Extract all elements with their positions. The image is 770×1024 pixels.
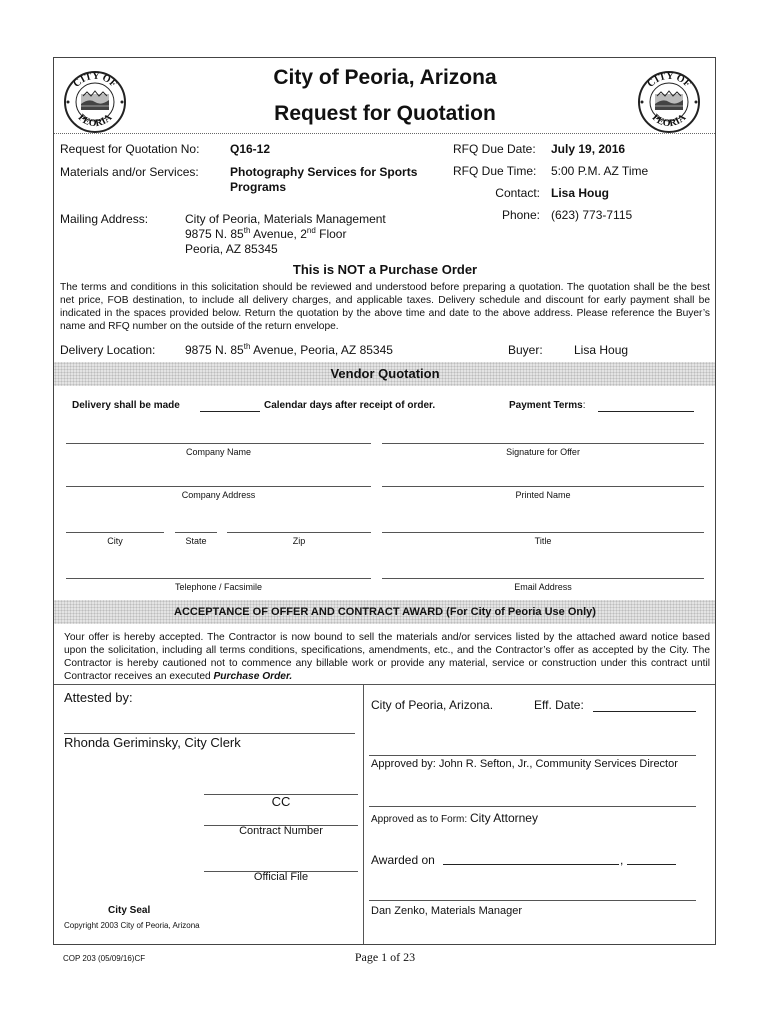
terms-paragraph: The terms and conditions in this solicitation should be reviewed and understood before preparing a quotation. The quotation shall be the best net price, FOB destination, to include all delivery charges, and applicable taxes. Delivery schedule and discount for early payment shall be indicated in the spaces provided below. Return the quotation by the above time and date to the above address. Please reference the Buyer’s name and RFQ number on the outside of the return envelope. xyxy=(60,282,710,332)
printed-name-field[interactable] xyxy=(382,486,704,487)
materials-value-line1: Photography Services for Sports xyxy=(230,165,418,179)
manager-signature-line[interactable] xyxy=(369,900,696,901)
vendor-section-title: Vendor Quotation xyxy=(330,366,440,381)
official-file-label: Official File xyxy=(253,871,309,883)
state-field[interactable] xyxy=(175,532,217,533)
delivery-days-field[interactable] xyxy=(200,411,260,412)
company-address-label: Company Address xyxy=(181,490,256,500)
page-title: City of Peoria, Arizona xyxy=(273,66,497,89)
materials-manager-name: Dan Zenko, Materials Manager xyxy=(371,905,523,917)
printed-name-label: Printed Name xyxy=(515,490,571,500)
zip-label: Zip xyxy=(292,536,306,546)
telephone-label: Telephone / Facsimile xyxy=(174,582,263,592)
mailing-line3: Peoria, AZ 85345 xyxy=(185,242,278,256)
delivery-made-suffix: Calendar days after receipt of order. xyxy=(264,400,436,411)
contact-label: Contact: xyxy=(495,186,540,200)
eff-date-label: Eff. Date: xyxy=(534,698,584,712)
attested-signature-line[interactable] xyxy=(64,733,355,734)
title-field[interactable] xyxy=(382,532,704,533)
awarded-on-label: Awarded on xyxy=(371,853,435,867)
contract-number-label: Contract Number xyxy=(239,825,323,837)
not-purchase-order-heading: This is NOT a Purchase Order xyxy=(292,262,478,277)
approved-form-line[interactable] xyxy=(369,806,696,807)
signature-area-top-rule xyxy=(54,684,715,685)
zip-field[interactable] xyxy=(227,532,371,533)
payment-terms-label: Payment Terms: xyxy=(509,400,586,411)
svg-text:PEORIA: PEORIA xyxy=(649,112,689,130)
city-seal-label: City Seal xyxy=(108,905,151,916)
telephone-field[interactable] xyxy=(66,578,371,579)
phone-label: Phone: xyxy=(501,208,540,222)
company-name-label: Company Name xyxy=(185,447,252,457)
signature-field[interactable] xyxy=(382,443,704,444)
svg-text:CITY OF: CITY OF xyxy=(71,70,119,90)
due-time-value: 5:00 P.M. AZ Time xyxy=(551,164,649,178)
awarded-year-field[interactable] xyxy=(627,864,676,865)
mailing-label: Mailing Address: xyxy=(60,212,149,226)
awarded-on-field[interactable] xyxy=(443,864,619,865)
svg-text:CITY OF: CITY OF xyxy=(645,70,693,90)
title-label: Title xyxy=(534,536,552,546)
form-code: COP 203 (05/09/16)CF xyxy=(63,954,146,963)
acceptance-section-title: ACCEPTANCE OF OFFER AND CONTRACT AWARD (For City of Peoria Use Only) xyxy=(174,606,596,618)
awarded-on-comma: , xyxy=(620,853,624,867)
email-label: Email Address xyxy=(514,582,572,592)
due-time-label: RFQ Due Time: xyxy=(453,164,537,178)
approved-by-text: Approved by: John R. Sefton, Jr., Community Services Director xyxy=(371,758,678,770)
email-field[interactable] xyxy=(382,578,704,579)
signature-label: Signature for Offer xyxy=(506,447,580,457)
delivery-made-label: Delivery shall be made xyxy=(72,400,180,411)
due-date-value: July 19, 2016 xyxy=(551,142,626,156)
contact-value: Lisa Houg xyxy=(551,186,610,200)
due-date-label: RFQ Due Date: xyxy=(453,142,536,156)
payment-terms-field[interactable] xyxy=(598,411,694,412)
city-field[interactable] xyxy=(66,532,164,533)
acceptance-paragraph: Your offer is hereby accepted. The Contractor is now bound to sell the materials and/or services listed by the attached award notice based upon the solicitation, including all terms conditions, specifications, amendments, etc., and the Contractor’s offer as accepted by the City. The Contractor is hereby cautioned not to commence any billable work or provide any material, service or construction under this contract until Contractor receives an executed Purchase Order. xyxy=(64,632,710,682)
signature-area-divider xyxy=(363,684,364,944)
delivery-location-label: Delivery Location: xyxy=(60,343,156,357)
approved-by-line[interactable] xyxy=(369,755,696,756)
buyer-value: Lisa Houg xyxy=(574,343,629,357)
city-name: City of Peoria, Arizona. xyxy=(371,698,494,712)
delivery-location-value: 9875 N. 85th Avenue, Peoria, AZ 85345 xyxy=(185,342,393,357)
rfq-number-label: Request for Quotation No: xyxy=(60,142,200,156)
mailing-line2: 9875 N. 85th Avenue, 2nd Floor xyxy=(185,226,347,241)
materials-value-line2: Programs xyxy=(230,180,287,194)
company-address-field[interactable] xyxy=(66,486,371,487)
rfq-number-value: Q16-12 xyxy=(230,142,271,156)
city-clerk-name: Rhonda Geriminsky, City Clerk xyxy=(64,735,241,750)
company-name-field[interactable] xyxy=(66,443,371,444)
phone-value: (623) 773-7115 xyxy=(551,208,633,222)
city-label: City xyxy=(107,536,123,546)
header-divider xyxy=(54,133,715,134)
eff-date-field[interactable] xyxy=(593,711,696,712)
page-number: Page 1 of 23 xyxy=(354,950,416,964)
state-label: State xyxy=(185,536,207,546)
attested-by-label: Attested by: xyxy=(64,690,133,705)
svg-text:PEORIA: PEORIA xyxy=(75,112,115,130)
mailing-line1: City of Peoria, Materials Management xyxy=(185,212,386,226)
page-subtitle: Request for Quotation xyxy=(274,102,496,125)
materials-label: Materials and/or Services: xyxy=(60,165,199,179)
cc-label: CC xyxy=(271,794,291,809)
approved-form-label: Approved as to Form: City Attorney xyxy=(371,811,538,825)
copyright-text: Copyright 2003 City of Peoria, Arizona xyxy=(64,921,200,930)
buyer-label: Buyer: xyxy=(508,343,543,357)
